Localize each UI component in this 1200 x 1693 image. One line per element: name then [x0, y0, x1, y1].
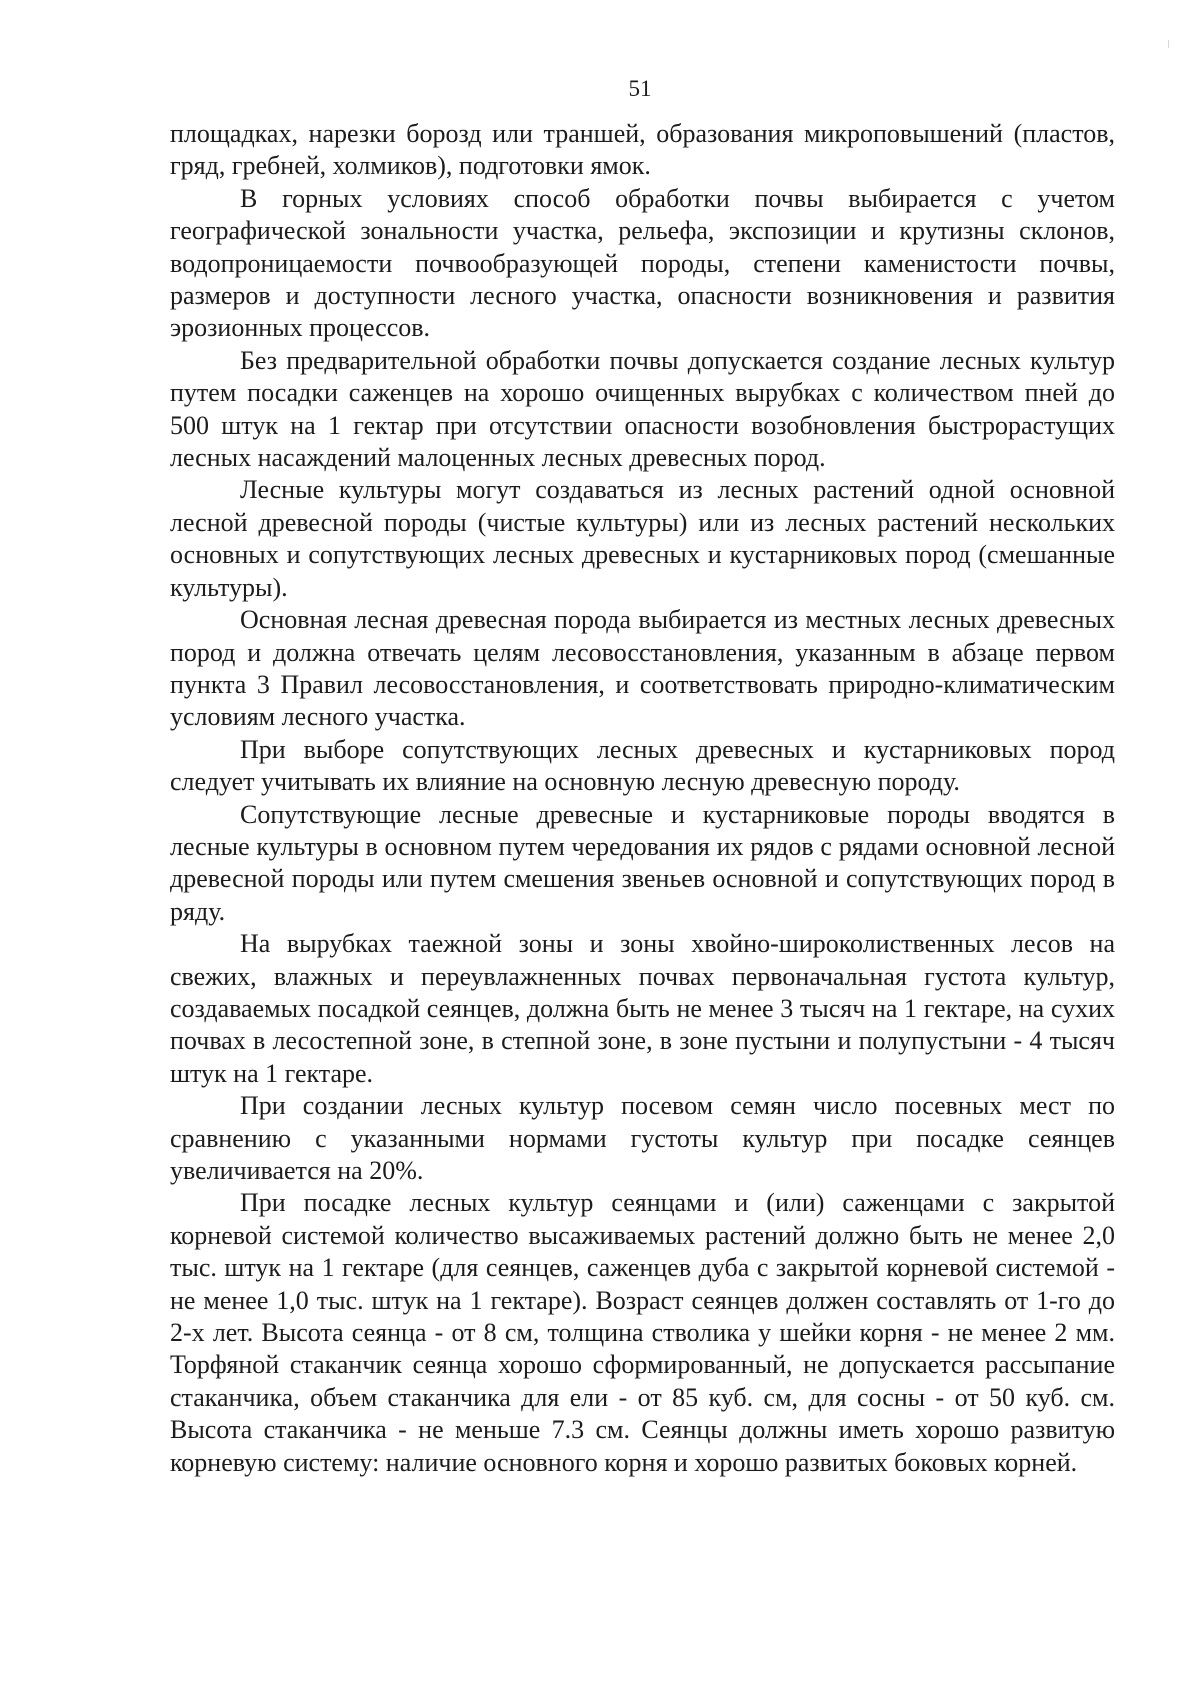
document-body — [170, 118, 1115, 1479]
page-number: 51 — [628, 76, 652, 101]
paragraph-1: площадках, нарезки борозд или траншей, образования микроповышений (пластов, гряд, гребней, холмиков), подготовки ямок. — [170, 119, 1115, 181]
paragraph-9: При создании лесных культур посевом семян число посевных мест по сравнению с указанными нормами густоты культур при посадке сеянцев увеличивается на 20%. — [170, 1091, 1115, 1185]
paragraph-10: При посадке лесных культур сеянцами и (или) саженцами с закрытой корневой системой количество высаживаемых растений должно быть не менее 2,0 тыс. штук на 1 гектаре (для сеянцев, саженцев дуба с закрытой корневой системой - не менее 1,0 тыс. штук на 1 гектаре). Возраст сеянцев должен составлять от 1-го до 2-х лет. Высота сеянца - от 8 см, толщина стволика у шейки корня - не менее 2 мм. Торфяной стаканчик сеянца хорошо сформированный, не допускается рассыпание стаканчика, объем стаканчика для ели - от 85 куб. см, для сосны - от 50 куб. см. Высота стаканчика - не меньше 7.3 см. Сеянцы должны иметь хорошо развитую корневую систему: наличие основного корня и хорошо развитых боковых корней. — [170, 1188, 1115, 1477]
scan-edge-mark — [1168, 40, 1169, 48]
paragraph-7: Сопутствующие лесные древесные и кустарниковые породы вводятся в лесные культуры в основном путем чередования их рядов с рядами основной лесной древесной породы или путем смешения звеньев основной и сопутствующих пород в ряду. — [170, 799, 1115, 926]
paragraph-4: Лесные культуры могут создаваться из лесных растений одной основной лесной древесной породы (чистые культуры) или из лесных растений нескольких основных и сопутствующих лесных древесных и кустарниковых пород (смешанные культуры). — [170, 475, 1115, 602]
paragraph-3: Без предварительной обработки почвы допускается создание лесных культур путем посадки саженцев на хорошо очищенных вырубках с количеством пней до 500 штук на 1 гектар при отсутствии опасности возобновления быстрорастущих лесных насаждений малоценных лесных древесных пород. — [170, 345, 1115, 473]
paragraph-6: При выборе сопутствующих лесных древесных и кустарниковых пород следует учитывать их влияние на основную лесную древесную породу. — [170, 734, 1115, 797]
paragraph-8: На вырубках таежной зоны и зоны хвойно-широколиственных лесов на свежих, влажных и переувлажненных почвах первоначальная густота культур, создаваемых посадкой сеянцев, должна быть не менее 3 тысяч на 1 гектаре, на сухих почвах в лесостепной зоне, в степной зоне, в зоне пустыни и полупустыни - 4 тысяч штук на 1 гектаре. — [170, 929, 1115, 1088]
paragraph-5: Основная лесная древесная порода выбирается из местных лесных древесных пород и должна отвечать целям лесовосстановления, указанным в абзаце первом пункта 3 Правил лесовосстановления, и соответствовать природно-климатическим условиям лесного участка. — [170, 605, 1115, 732]
paragraph-2: В горных условиях способ обработки почвы выбирается с учетом географической зональности участка, рельефа, экспозиции и крутизны склонов, водопроницаемости почвообразующей породы, степени каменистости почвы, размеров и доступности лесного участка, опасности возникновения и развития эрозионных процессов. — [170, 183, 1115, 343]
